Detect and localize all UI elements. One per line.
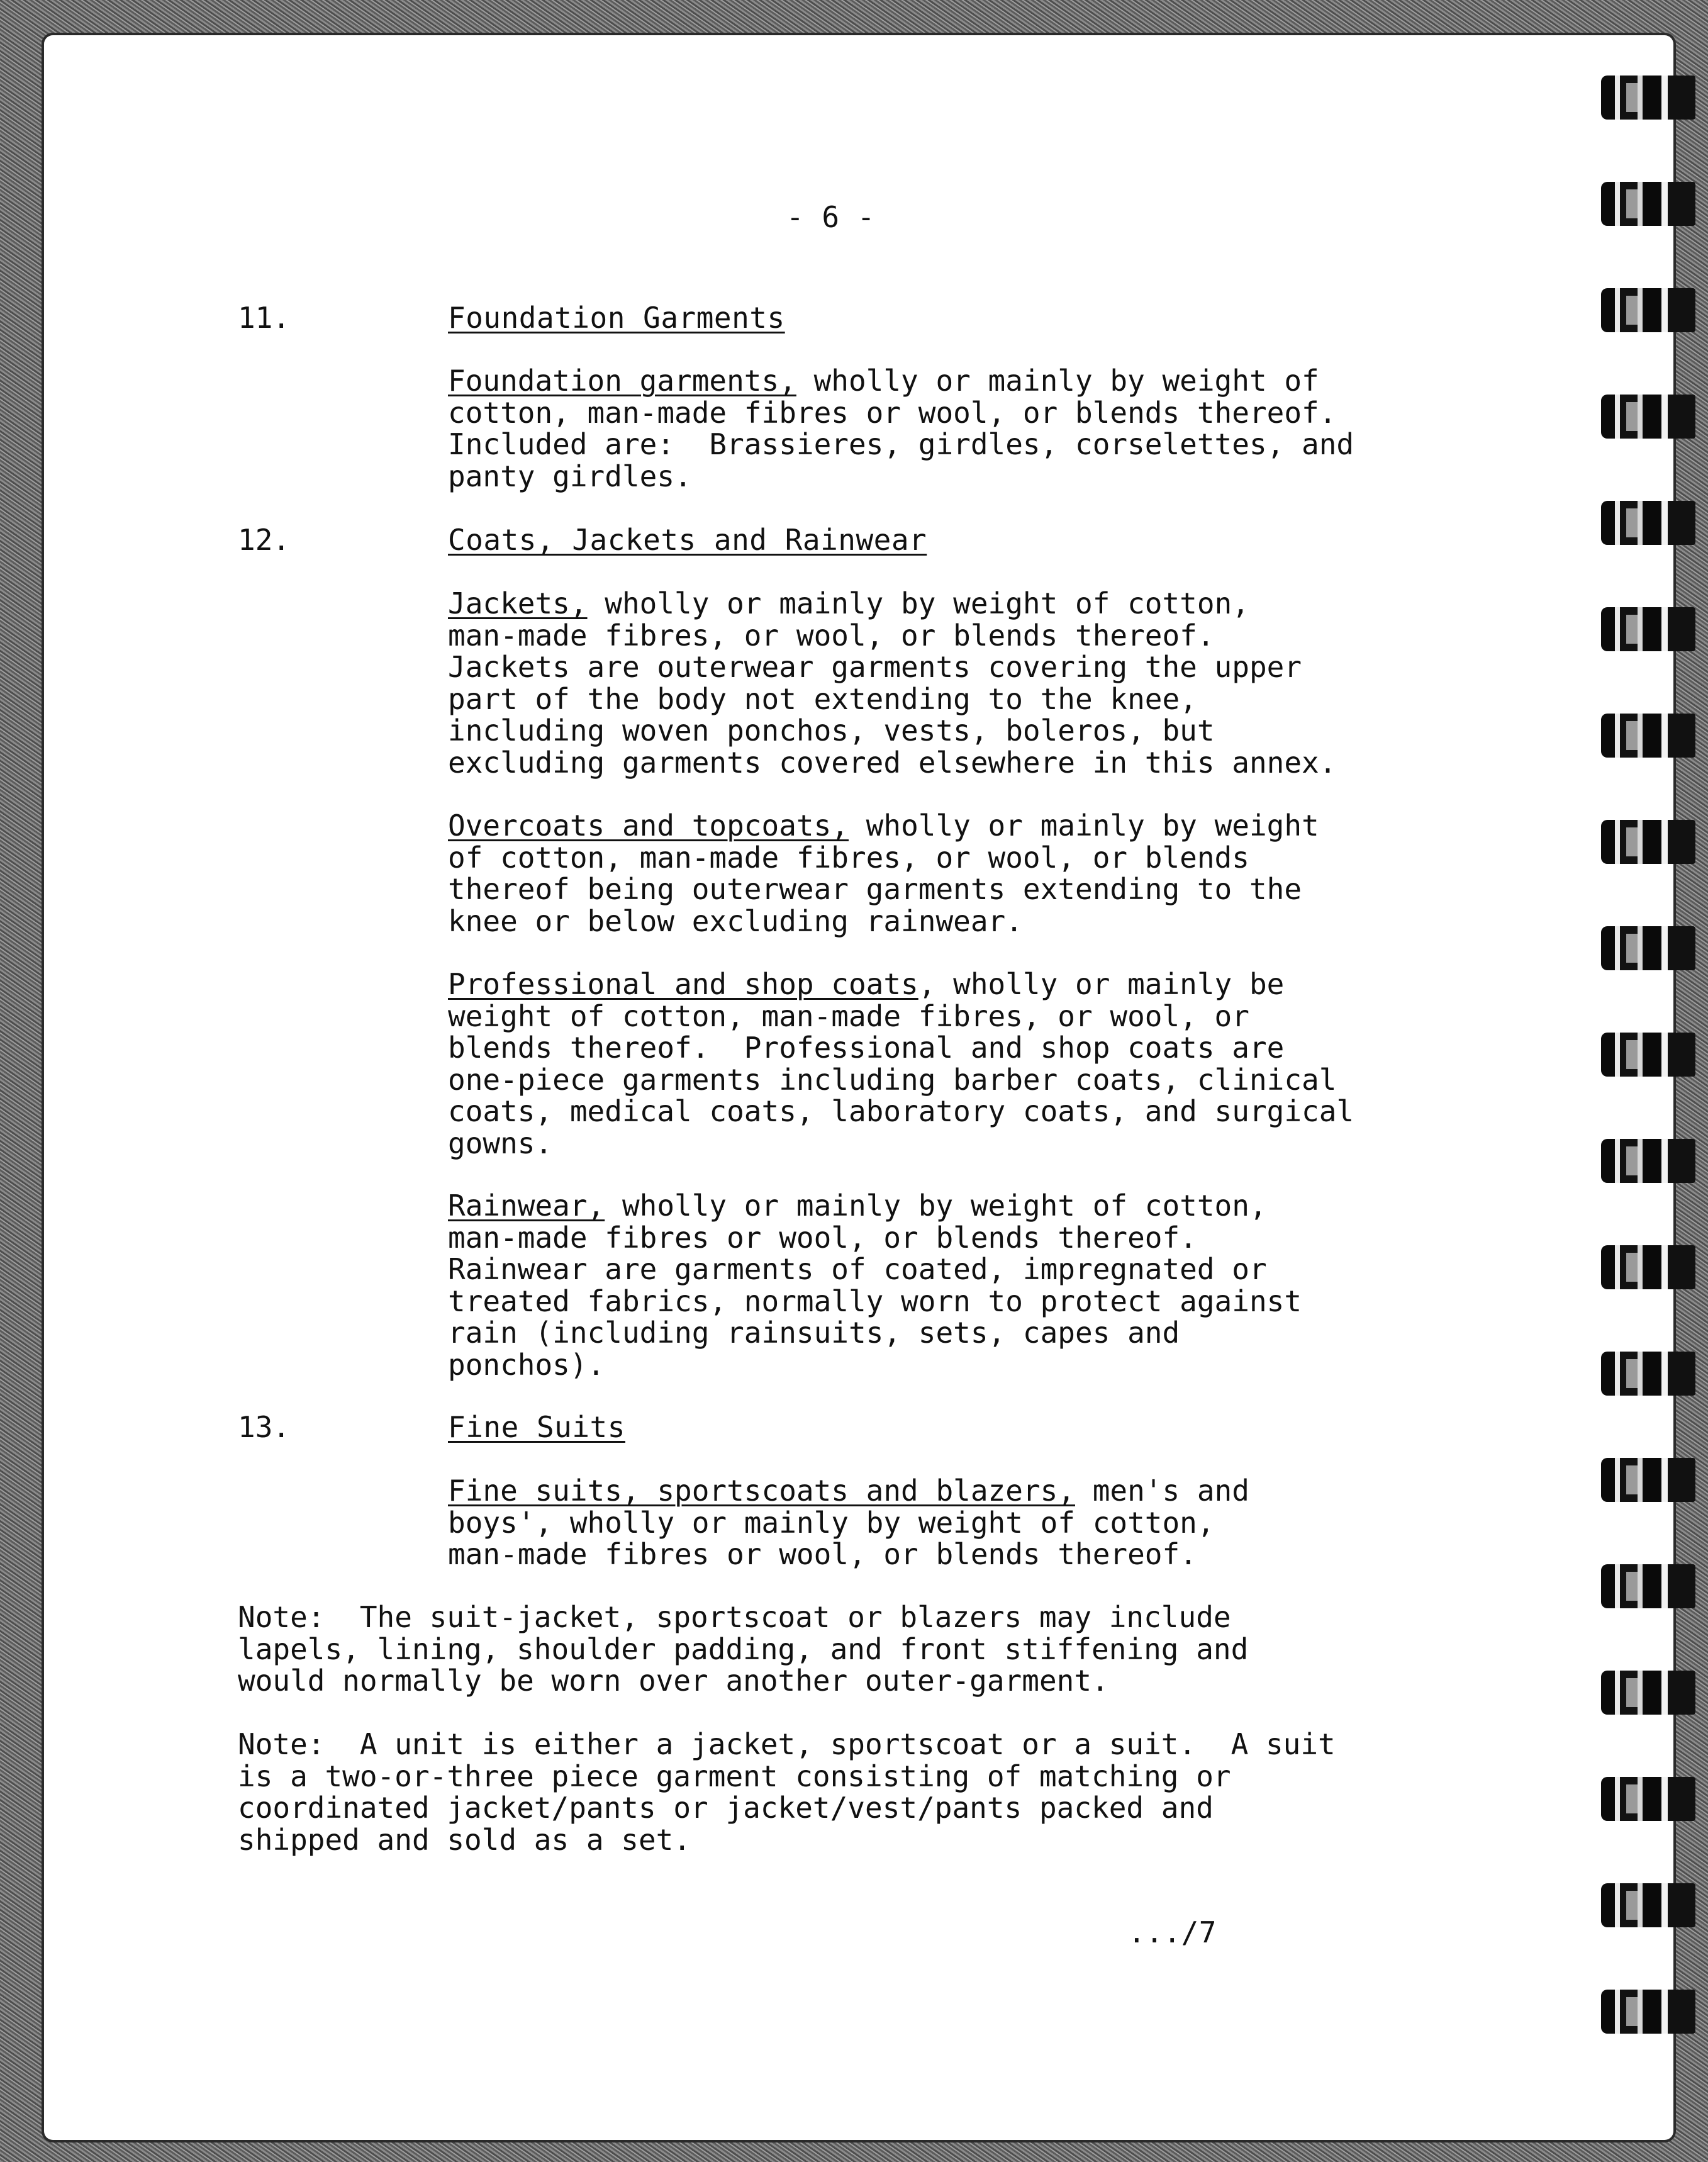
binding-ring <box>1601 1352 1695 1396</box>
paragraph-overcoats-topcoats: Overcoats and topcoats, wholly or mainly by weight of cotton, man-made fibres, or wool, or blends thereof being outerwear garments extending to the knee or below excluding rainwear. <box>448 809 1319 938</box>
term-rainwear: Rainwear, <box>448 1189 605 1223</box>
binding-ring <box>1601 1777 1695 1821</box>
section-heading-coats-jackets-rainwear: Coats, Jackets and Rainwear <box>448 523 927 557</box>
binding-ring <box>1601 1245 1695 1289</box>
section-heading-fine-suits: Fine Suits <box>448 1410 625 1444</box>
paragraph-jackets: Jackets, wholly or mainly by weight of cotton, man-made fibres, or wool, or blends thereof. Jackets are outerwear garments covering the upper part of the body not extending to the knee, including woven ponchos, vests, boleros, but excluding garments covered elsewhere in this annex. <box>448 586 1337 780</box>
binding-ring <box>1601 182 1695 226</box>
section-number-12: 12. <box>238 523 291 557</box>
spiral-binding <box>1601 76 1708 2089</box>
binding-ring <box>1601 1883 1695 1927</box>
term-overcoats-topcoats: Overcoats and topcoats, <box>448 809 849 843</box>
binding-ring <box>1601 288 1695 332</box>
section-heading-foundation-garments: Foundation Garments <box>448 301 785 335</box>
binding-ring <box>1601 1990 1695 2034</box>
binding-ring <box>1601 76 1695 120</box>
binding-ring <box>1601 1564 1695 1608</box>
binding-ring <box>1601 1033 1695 1077</box>
note-unit-definition: Note: A unit is either a jacket, sportscoat or a suit. A suit is a two-or-three piece garment consisting of matching or coordinated jacket/pants or jacket/vest/pants packed and shipped and sold as a set. <box>238 1727 1336 1857</box>
binding-ring <box>1601 1139 1695 1183</box>
page-number: - 6 - <box>786 200 875 234</box>
paragraph-foundation-garments: Foundation garments, wholly or mainly by weight of cotton, man-made fibres or wool, or blends thereof. Included are: Brassieres, girdles, corselettes, and panty girdles. <box>448 364 1354 493</box>
binding-ring <box>1601 714 1695 758</box>
binding-ring <box>1601 820 1695 864</box>
binding-ring <box>1601 395 1695 439</box>
paragraph-fine-suits: Fine suits, sportscoats and blazers, men's and boys', wholly or mainly by weight of cotton, man-made fibres or wool, or blends thereof. <box>448 1474 1249 1571</box>
binding-ring <box>1601 501 1695 545</box>
binding-ring <box>1601 1458 1695 1502</box>
term-professional-shop-coats: Professional and shop coats <box>448 967 918 1001</box>
binding-ring <box>1601 607 1695 651</box>
term-foundation-garments: Foundation garments, <box>448 364 796 398</box>
binding-ring <box>1601 926 1695 970</box>
section-number-11: 11. <box>238 301 291 335</box>
paragraph-rainwear: Rainwear, wholly or mainly by weight of cotton, man-made fibres or wool, or blends thereof. Rainwear are garments of coated, impregnated or treated fabrics, normally worn to protect against rain (including rainsuits, sets, capes and ponchos). <box>448 1189 1302 1382</box>
note-suit-jacket: Note: The suit-jacket, sportscoat or blazers may include lapels, lining, shoulder padding, and front stiffening and would normally be worn over another outer-garment. <box>238 1600 1249 1698</box>
term-jackets: Jackets, <box>448 586 588 620</box>
continuation-marker: .../7 <box>1128 1915 1217 1949</box>
section-number-13: 13. <box>238 1410 291 1444</box>
term-fine-suits: Fine suits, sportscoats and blazers, <box>448 1474 1075 1508</box>
binding-ring <box>1601 1671 1695 1715</box>
paragraph-professional-shop-coats: Professional and shop coats, wholly or mainly be weight of cotton, man-made fibres, or wool, or blends thereof. Professional and shop coats are one-piece garments including barber coats, clinical coats, medical coats, laboratory coats, and surgical gowns. <box>448 967 1354 1160</box>
